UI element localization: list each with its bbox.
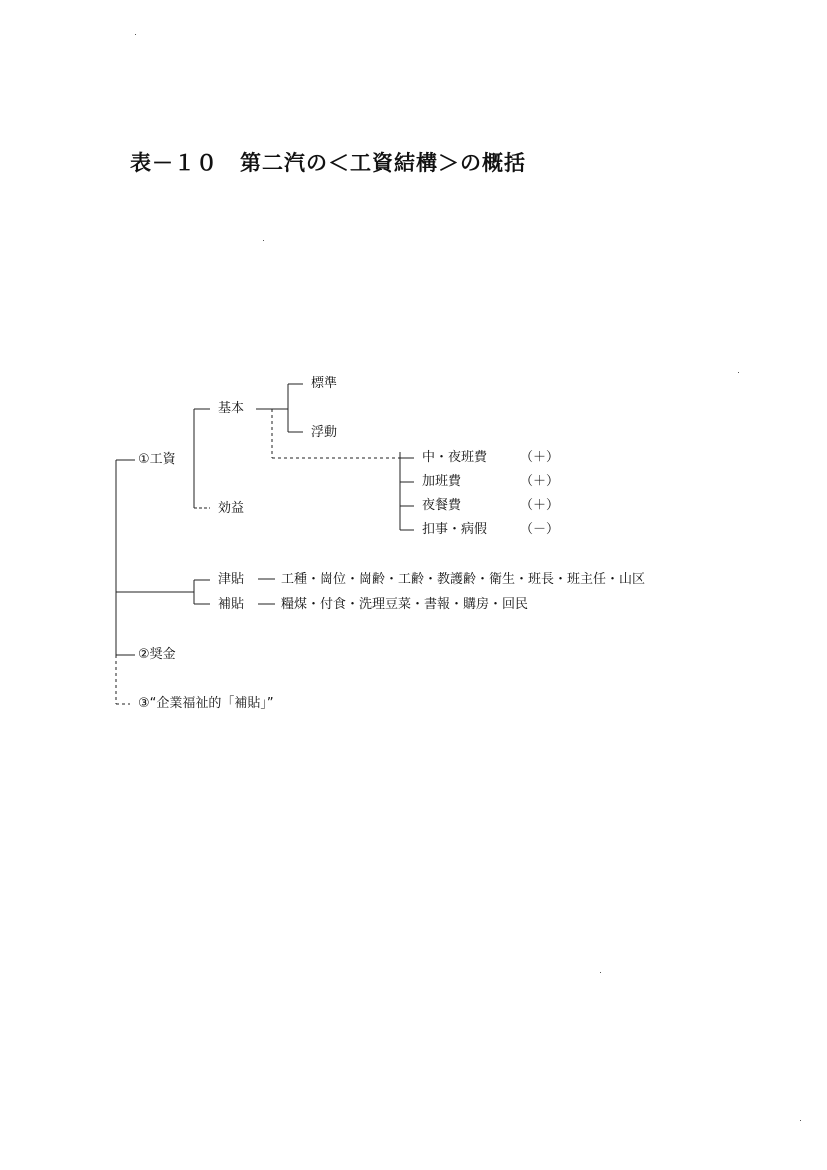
butie-list: 糧煤・付食・洗理豆菜・書報・購房・回民 [281,597,529,612]
floating-label: 浮動 [311,425,338,440]
shift-allowance-label: 中・夜班費 [422,450,488,465]
scan-speck [738,372,739,373]
scan-speck [600,972,601,973]
tiepian-list: 工種・崗位・崗齢・工齢・教護齢・衛生・班長・班主任・山区 [281,572,646,587]
efficiency-label: 効益 [218,501,245,516]
wage-label: ①工資 [138,452,176,467]
night-meal-sign: （＋） [520,498,560,513]
welfare-label: ③“企業福祉的「補貼」” [138,696,274,711]
night-meal-label: 夜餐費 [422,498,462,513]
scan-speck [800,1120,801,1121]
shift-allowance-sign: （＋） [520,450,560,465]
deduction-sign: （－） [520,522,560,537]
basic-label: 基本 [218,401,245,416]
overtime-label: 加班費 [422,474,462,489]
bonus-label: ②奨金 [138,647,176,662]
document-title: 表－１０ 第二汽の＜工資結構＞の概括 [130,150,526,175]
scan-speck [135,34,136,35]
overtime-sign: （＋） [520,474,560,489]
deduction-label: 扣事・病假 [422,522,488,537]
standard-label: 標準 [311,376,338,391]
tiepian-label: 津貼 [218,572,245,587]
scan-speck [263,240,264,241]
butie-label: 補貼 [218,597,245,612]
